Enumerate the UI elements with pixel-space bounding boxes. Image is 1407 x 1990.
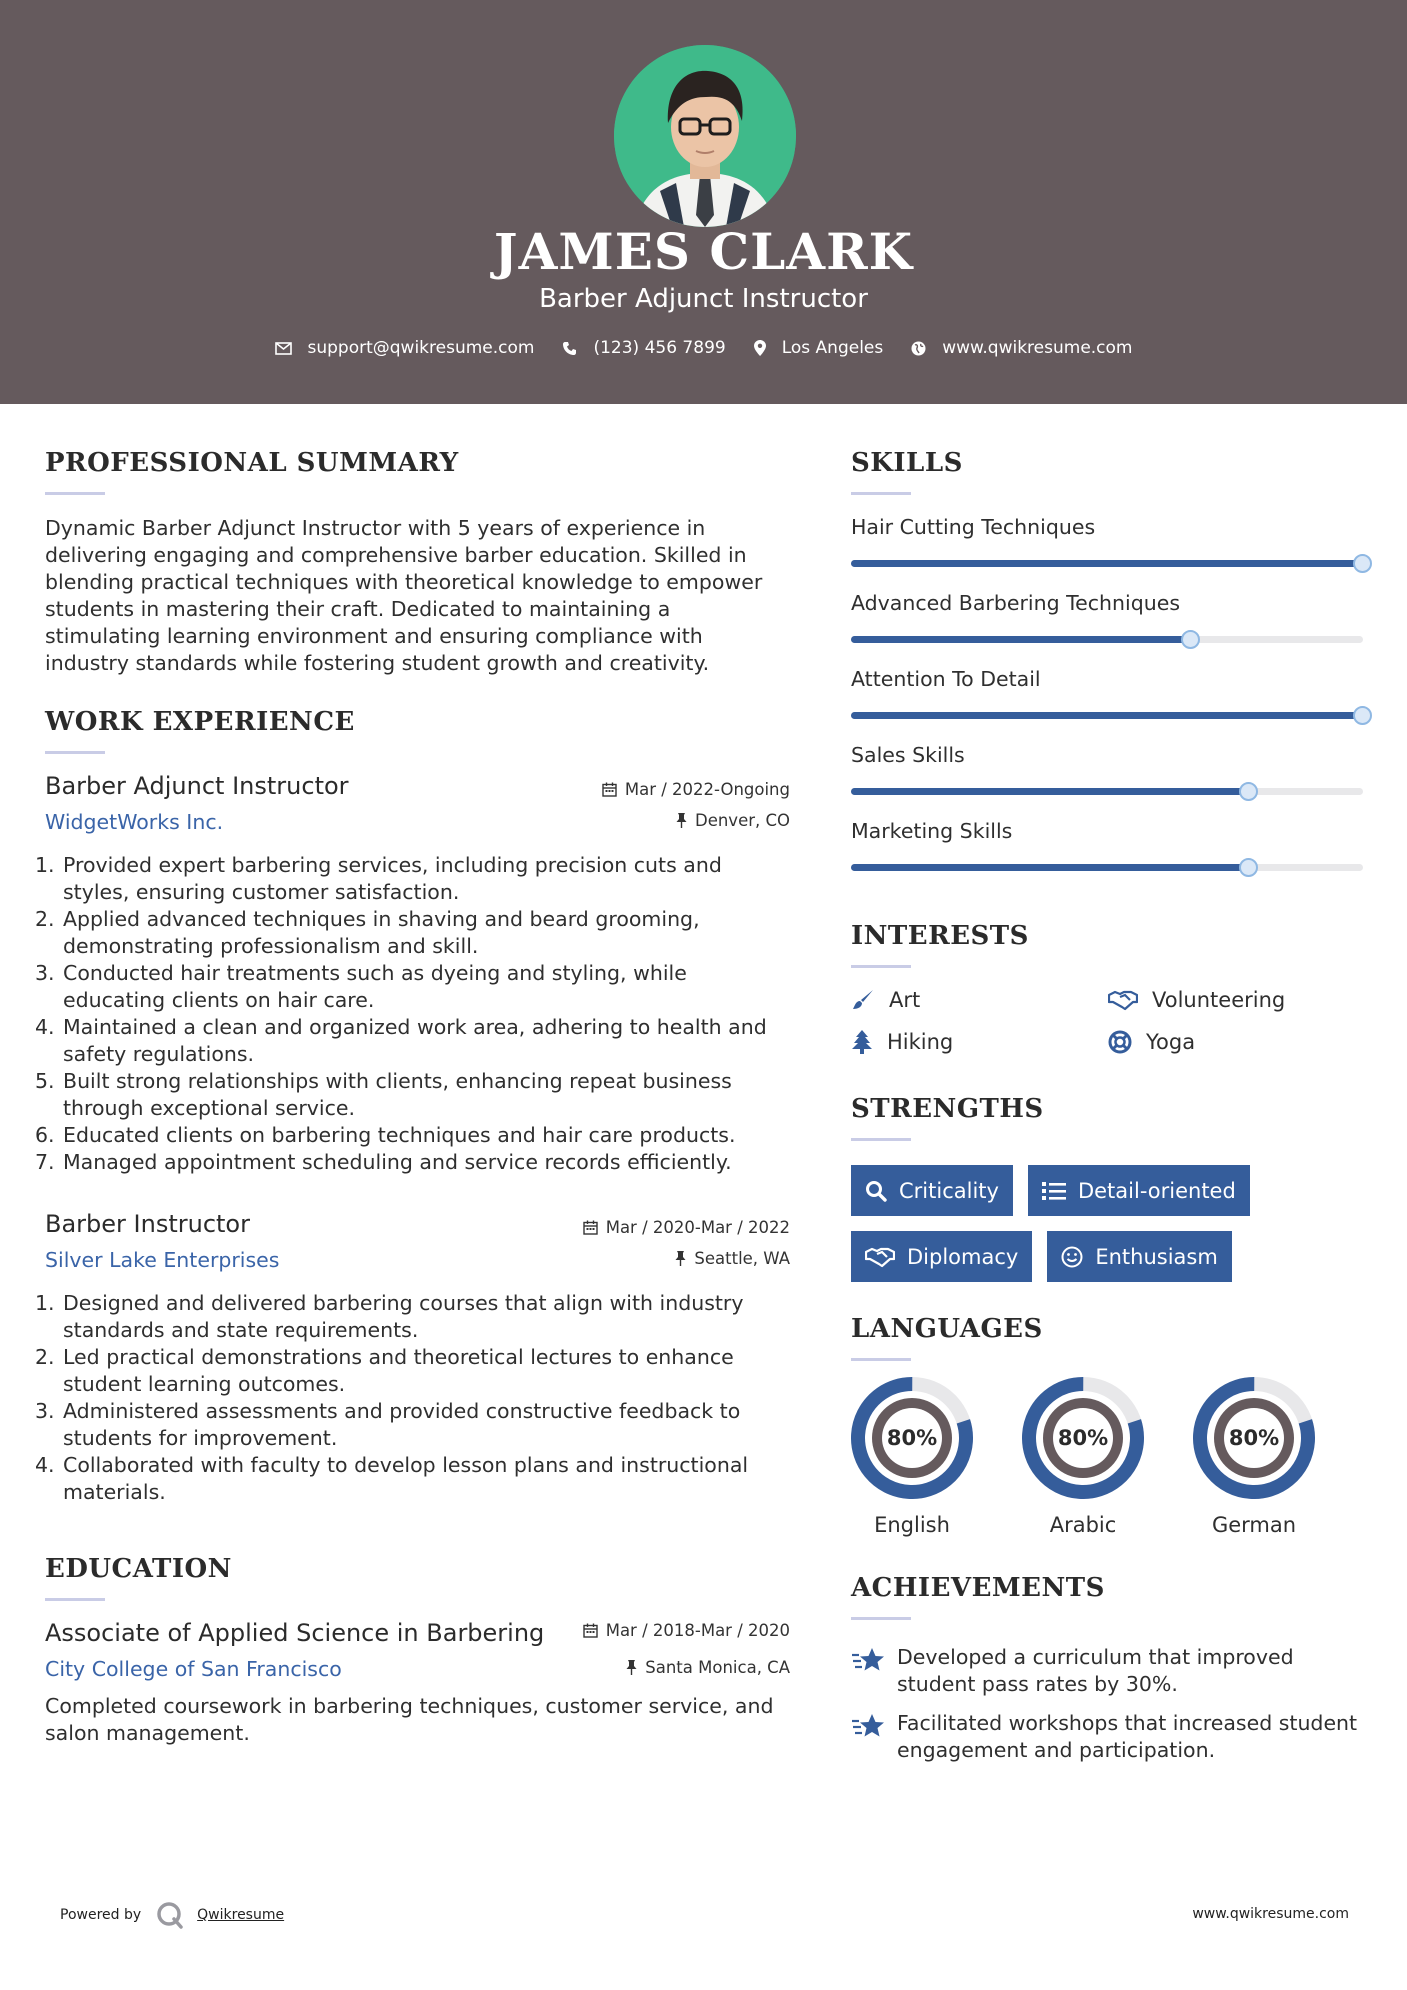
languages-section [851, 1314, 1366, 1537]
candidate-name: JAMES CLARK [493, 222, 914, 281]
achievements-divider [851, 1617, 911, 1620]
skill-bar-knob[interactable] [1353, 706, 1372, 725]
achievement-text: Developed a curriculum that improved student pass rates by 30%. [897, 1645, 1294, 1696]
profile-photo [614, 45, 796, 227]
skill-bar-track [851, 560, 1363, 567]
skill-bar-track [851, 864, 1363, 871]
interest-item [1108, 1030, 1365, 1054]
interest-item [851, 1030, 1108, 1054]
pushpin-icon [626, 1660, 637, 1675]
language-name: Arabic [1049, 1513, 1117, 1537]
skill-bar-knob[interactable] [1353, 554, 1372, 573]
experience-heading: WORK EXPERIENCE [45, 707, 355, 737]
interest-item [1108, 988, 1365, 1012]
achievement-item [851, 1644, 1366, 1698]
strength-tag [1028, 1165, 1250, 1216]
education-location-text: Santa Monica, CA [645, 1658, 790, 1677]
education-date [583, 1621, 790, 1640]
skill-name: Advanced Barbering Techniques [851, 591, 1181, 615]
achievements-list [851, 1644, 1366, 1764]
pushpin-icon [676, 813, 687, 828]
job-location-text: Denver, CO [694, 811, 790, 830]
job-entry [35, 1210, 790, 1506]
strength-tag [851, 1165, 1013, 1216]
duty-item: 2. Led practical demonstrations and theoretical lectures to enhance student learning outcomes. [35, 1345, 734, 1396]
language-name: English [874, 1513, 950, 1537]
language-item [851, 1377, 1022, 1537]
contact-phone[interactable] [562, 338, 725, 358]
contact-location-text: Los Angeles [781, 338, 884, 358]
job-company: WidgetWorks Inc. [45, 810, 224, 834]
job-duties [35, 852, 790, 1176]
skill-bar-fill [851, 788, 1249, 795]
duty-item: 4. Maintained a clean and organized work area, adhering to health and safety regulations. [35, 1015, 767, 1066]
achievement-item [851, 1710, 1366, 1764]
education-heading: EDUCATION [45, 1554, 232, 1584]
interest-item [851, 988, 1108, 1012]
experience-divider [45, 751, 105, 754]
skill-bar-track [851, 636, 1363, 643]
skill-bar-knob[interactable] [1239, 782, 1258, 801]
calendar-icon [602, 782, 617, 797]
phone-icon [562, 341, 577, 356]
interest-label: Volunteering [1152, 988, 1286, 1012]
achievements-section [851, 1573, 1366, 1764]
skill-bar-knob[interactable] [1239, 858, 1258, 877]
skills-divider [851, 492, 911, 495]
tree-icon [851, 1030, 873, 1054]
contact-phone-text: (123) 456 7899 [593, 338, 726, 358]
contact-location[interactable] [754, 338, 884, 358]
strength-tag [1047, 1231, 1231, 1282]
life-ring-icon [1108, 1030, 1132, 1054]
candidate-title: Barber Adjunct Instructor [539, 284, 868, 314]
achievements-heading: ACHIEVEMENTS [851, 1573, 1105, 1603]
experience-section [35, 707, 790, 1506]
contact-website-text: www.qwikresume.com [942, 338, 1133, 358]
achievement-text: Facilitated workshops that increased student engagement and participation. [897, 1711, 1358, 1762]
interests-list [851, 988, 1366, 1054]
interests-section [851, 921, 1366, 1054]
interest-label: Hiking [887, 1030, 954, 1054]
duty-item: 6. Educated clients on barbering techniques and hair care products. [35, 1123, 736, 1147]
summary-divider [45, 492, 105, 495]
skill-bar-knob[interactable] [1181, 630, 1200, 649]
left-column [35, 448, 790, 1747]
job-entry [35, 772, 790, 1176]
duty-item: 2. Applied advanced techniques in shaving and beard grooming, demonstrating professionalism and skill. [35, 907, 700, 958]
strengths-section [851, 1094, 1366, 1282]
skill-bar-fill [851, 636, 1191, 643]
right-column [851, 448, 1366, 1764]
interest-label: Yoga [1146, 1030, 1196, 1054]
summary-text: Dynamic Barber Adjunct Instructor with 5 years of experience in delivering engaging and comprehensive barber education. Skilled in blending practical techniques with theoretical knowledge to empower students in mastering their craft. Dedicated to maintaining a stimulating learning environment and ensuring compliance with industry standards while fostering student growth and creativity. [45, 516, 763, 675]
strength-label: Detail-oriented [1077, 1178, 1236, 1203]
job-date [602, 780, 790, 799]
skill-bar-fill [851, 864, 1249, 871]
skill-item [851, 591, 1366, 667]
duty-item: 1. Designed and delivered barbering courses that align with industry standards and state requirements. [35, 1291, 744, 1342]
languages-list [851, 1377, 1366, 1537]
handshake-icon [1108, 989, 1138, 1011]
education-entry [45, 1619, 790, 1747]
duty-item: 1. Provided expert barbering services, including precision cuts and styles, ensuring customer satisfaction. [35, 853, 722, 904]
skill-name: Hair Cutting Techniques [851, 515, 1096, 539]
interest-label: Art [889, 988, 921, 1012]
job-location [676, 811, 790, 830]
resume-header [0, 0, 1407, 404]
skills-section [851, 448, 1366, 895]
duty-item: 3. Administered assessments and provided constructive feedback to students for improvement. [35, 1399, 741, 1450]
education-school: City College of San Francisco [45, 1657, 342, 1681]
calendar-icon [583, 1623, 598, 1638]
smile-icon [1061, 1246, 1083, 1268]
job-date-text: Mar / 2022-Ongoing [624, 780, 790, 799]
footer-powered-by [60, 1900, 284, 1930]
paintbrush-icon [851, 988, 875, 1012]
skill-bar-fill [851, 712, 1363, 719]
contact-email[interactable] [275, 338, 535, 358]
duty-item: 5. Built strong relationships with clients, enhancing repeat business through exceptional service. [35, 1069, 732, 1120]
education-location [626, 1658, 790, 1677]
qwikresume-logo-icon [155, 1900, 185, 1930]
globe-icon [911, 341, 926, 356]
duty-item: 4. Collaborated with faculty to develop lesson plans and instructional materials. [35, 1453, 749, 1504]
language-ring [851, 1377, 973, 1499]
job-company: Silver Lake Enterprises [45, 1248, 280, 1272]
language-name: German [1211, 1513, 1297, 1537]
language-percent: 80% [1228, 1426, 1280, 1450]
skill-item [851, 743, 1366, 819]
languages-divider [851, 1358, 911, 1361]
education-date-text: Mar / 2018-Mar / 2020 [605, 1621, 790, 1640]
skill-item [851, 667, 1366, 743]
summary-section [45, 448, 790, 677]
person-avatar-icon [614, 45, 796, 227]
education-degree: Associate of Applied Science in Barbering [45, 1619, 545, 1647]
envelope-icon [275, 342, 292, 355]
map-pin-icon [754, 340, 766, 356]
star-icon [851, 1646, 885, 1674]
skill-bar-track [851, 712, 1363, 719]
education-section [45, 1554, 790, 1747]
language-percent: 80% [1057, 1426, 1109, 1450]
footer-website[interactable]: www.qwikresume.com [1192, 1906, 1349, 1922]
strength-label: Criticality [899, 1178, 999, 1203]
education-divider [45, 1598, 105, 1601]
calendar-icon [583, 1220, 598, 1235]
language-item [1022, 1377, 1193, 1537]
skill-name: Sales Skills [851, 743, 965, 767]
languages-heading: LANGUAGES [851, 1314, 1043, 1344]
education-description: Completed coursework in barbering techniques, customer service, and salon management. [45, 1694, 774, 1745]
strengths-list [851, 1165, 1291, 1282]
contact-email-text: support@qwikresume.com [307, 338, 535, 358]
contact-bar [0, 338, 1407, 358]
skill-name: Attention To Detail [851, 667, 1041, 691]
job-location-text: Seattle, WA [694, 1249, 790, 1268]
skills-heading: SKILLS [851, 448, 963, 478]
language-ring [1193, 1377, 1315, 1499]
strengths-heading: STRENGTHS [851, 1094, 1044, 1124]
interests-divider [851, 965, 911, 968]
skill-name: Marketing Skills [851, 819, 1013, 843]
strength-label: Diplomacy [907, 1244, 1019, 1269]
skill-item [851, 819, 1366, 895]
strengths-divider [851, 1138, 911, 1141]
strength-label: Enthusiasm [1095, 1244, 1218, 1269]
list-icon [1042, 1181, 1066, 1201]
job-duties [35, 1290, 790, 1506]
contact-website[interactable] [911, 338, 1132, 358]
language-ring [1022, 1377, 1144, 1499]
job-title: Barber Instructor [45, 1210, 250, 1238]
duty-item: 7. Managed appointment scheduling and service records efficiently. [35, 1150, 732, 1174]
handshake-icon [865, 1246, 895, 1268]
interests-heading: INTERESTS [851, 921, 1029, 951]
duty-item: 3. Conducted hair treatments such as dyeing and styling, while educating clients on hair care. [35, 961, 687, 1012]
powered-by-text: Powered by [60, 1907, 142, 1923]
skill-item [851, 515, 1366, 591]
skills-list [851, 515, 1366, 895]
language-percent: 80% [886, 1426, 938, 1450]
job-date [583, 1218, 790, 1237]
footer-brand-link[interactable]: Qwikresume [197, 1907, 285, 1923]
language-item [1193, 1377, 1364, 1537]
skill-bar-track [851, 788, 1363, 795]
search-icon [865, 1180, 887, 1202]
pushpin-icon [675, 1251, 686, 1266]
job-title: Barber Adjunct Instructor [45, 772, 349, 800]
star-icon [851, 1712, 885, 1740]
skill-bar-fill [851, 560, 1363, 567]
job-location [675, 1249, 790, 1268]
job-date-text: Mar / 2020-Mar / 2022 [605, 1218, 790, 1237]
summary-heading: PROFESSIONAL SUMMARY [45, 448, 459, 478]
strength-tag [851, 1231, 1032, 1282]
